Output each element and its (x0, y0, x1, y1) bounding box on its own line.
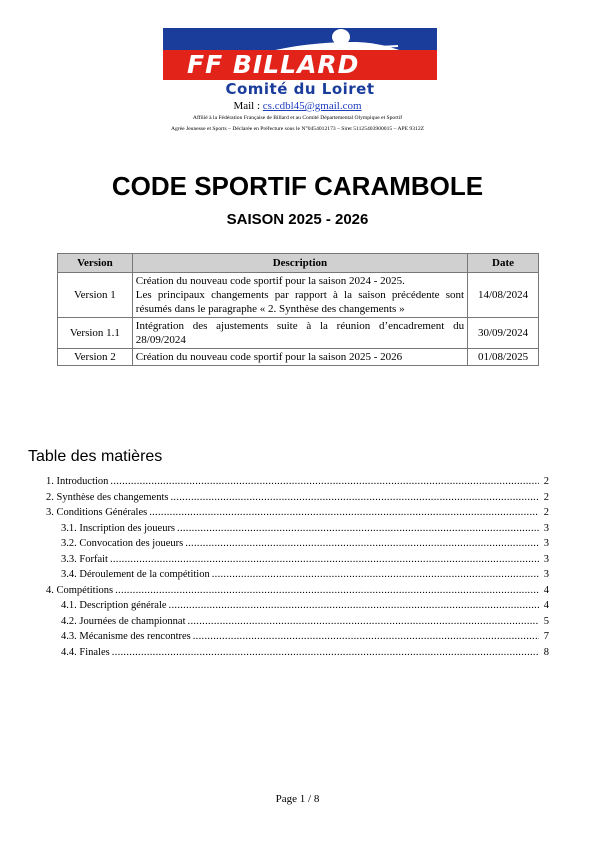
toc-item[interactable] (0, 490, 595, 506)
toc-label: 1. Introduction (46, 476, 109, 487)
affiliation-line-2: Agrée Jeunesse et Sports – Déclarée en Préfecture sous le N°0454012173 – Siret 51125403900015 – APE 9312Z (170, 126, 425, 132)
toc-label: 4.2. Journées de championnat (61, 615, 186, 627)
version-history-table (57, 253, 539, 366)
toc-item[interactable] (0, 552, 595, 568)
toc-page: 2 (543, 476, 549, 487)
toc-label: 4.4. Finales (61, 646, 110, 658)
table-row (58, 273, 539, 318)
mail-link[interactable]: cs.cdbl45@gmail.com (262, 100, 362, 112)
toc-leader (149, 505, 539, 520)
toc-item[interactable] (0, 583, 595, 599)
toc-item[interactable] (0, 536, 595, 552)
description-text: Création du nouveau code sportif pour la saison 2024 - 2025. Les principaux changements par rapport à la saison précédente sont résumés dans le paragraphe « 2. Synthèse des changements » (135, 275, 465, 315)
logo-title: FF BILLARD (187, 50, 360, 79)
toc-page: 7 (543, 631, 549, 642)
logo-subtitle: Comité du Loiret (225, 80, 375, 98)
column-header-date: Date (468, 254, 539, 273)
toc-item[interactable] (0, 567, 595, 583)
toc-leader (110, 552, 539, 567)
mail-label: Mail : (233, 100, 263, 112)
column-header-description: Description (132, 254, 467, 273)
toc-page: 3 (543, 522, 549, 534)
toc-leader (188, 614, 539, 629)
table-of-contents (0, 474, 595, 660)
toc-page: 3 (543, 569, 549, 580)
column-header-version: Version (58, 254, 133, 273)
toc-page: 3 (543, 538, 549, 549)
date-cell: 30/09/2024 (468, 318, 539, 349)
toc-item[interactable] (0, 521, 595, 537)
version-cell: Version 2 (58, 349, 133, 366)
toc-label: 3.2. Convocation des joueurs (61, 538, 184, 549)
toc-page: 2 (543, 507, 549, 518)
affiliation-line-1: Affilié à la Fédération Française de Billard et au Comité Départemental Olympique et Sportif (192, 115, 403, 121)
table-header-row (58, 254, 539, 273)
document-title: CODE SPORTIF CARAMBOLE (111, 171, 484, 201)
toc-page: 4 (543, 584, 549, 596)
toc-label: 3. Conditions Générales (46, 507, 148, 518)
toc-leader (185, 536, 539, 551)
toc-item[interactable] (0, 505, 595, 521)
description-cell (132, 273, 467, 318)
version-cell: Version 1.1 (58, 318, 133, 349)
ff-billard-logo (163, 28, 437, 98)
toc-page: 2 (543, 491, 549, 503)
toc-leader (169, 598, 539, 613)
toc-leader (110, 474, 539, 489)
table-row (58, 318, 539, 349)
toc-title: Table des matières (28, 448, 163, 465)
toc-page: 5 (543, 615, 549, 627)
toc-leader (193, 629, 539, 644)
version-cell: Version 1 (58, 273, 133, 318)
toc-label: 4. Compétitions (46, 584, 114, 596)
toc-item[interactable] (0, 629, 595, 645)
date-cell: 01/08/2025 (468, 349, 539, 366)
toc-label: 4.1. Description générale (61, 600, 167, 611)
toc-label: 3.4. Déroulement de la compétition (61, 569, 210, 580)
toc-leader (212, 567, 539, 582)
toc-leader (177, 521, 539, 536)
toc-label: 2. Synthèse des changements (46, 491, 169, 503)
description-cell: Création du nouveau code sportif pour la saison 2025 - 2026 (132, 349, 467, 366)
toc-leader (170, 490, 539, 505)
toc-item[interactable] (0, 614, 595, 630)
toc-label: 3.1. Inscription des joueurs (61, 522, 176, 534)
table-row (58, 349, 539, 366)
date-cell: 14/08/2024 (468, 273, 539, 318)
contact-mail (0, 99, 595, 113)
page-number: Page 1 / 8 (275, 793, 320, 805)
toc-page: 4 (543, 600, 549, 611)
description-cell: Intégration des ajustements suite à la réunion d’encadrement du 28/09/2024 (132, 318, 467, 349)
toc-leader (112, 645, 539, 660)
toc-label: 3.3. Forfait (61, 553, 108, 565)
toc-page: 8 (543, 646, 549, 658)
toc-page: 3 (543, 553, 549, 565)
toc-label: 4.3. Mécanisme des rencontres (61, 631, 191, 642)
document-season: SAISON 2025 - 2026 (226, 211, 369, 228)
toc-item[interactable] (0, 598, 595, 614)
toc-leader (115, 583, 539, 598)
toc-item[interactable] (0, 645, 595, 661)
toc-item[interactable] (0, 474, 595, 490)
